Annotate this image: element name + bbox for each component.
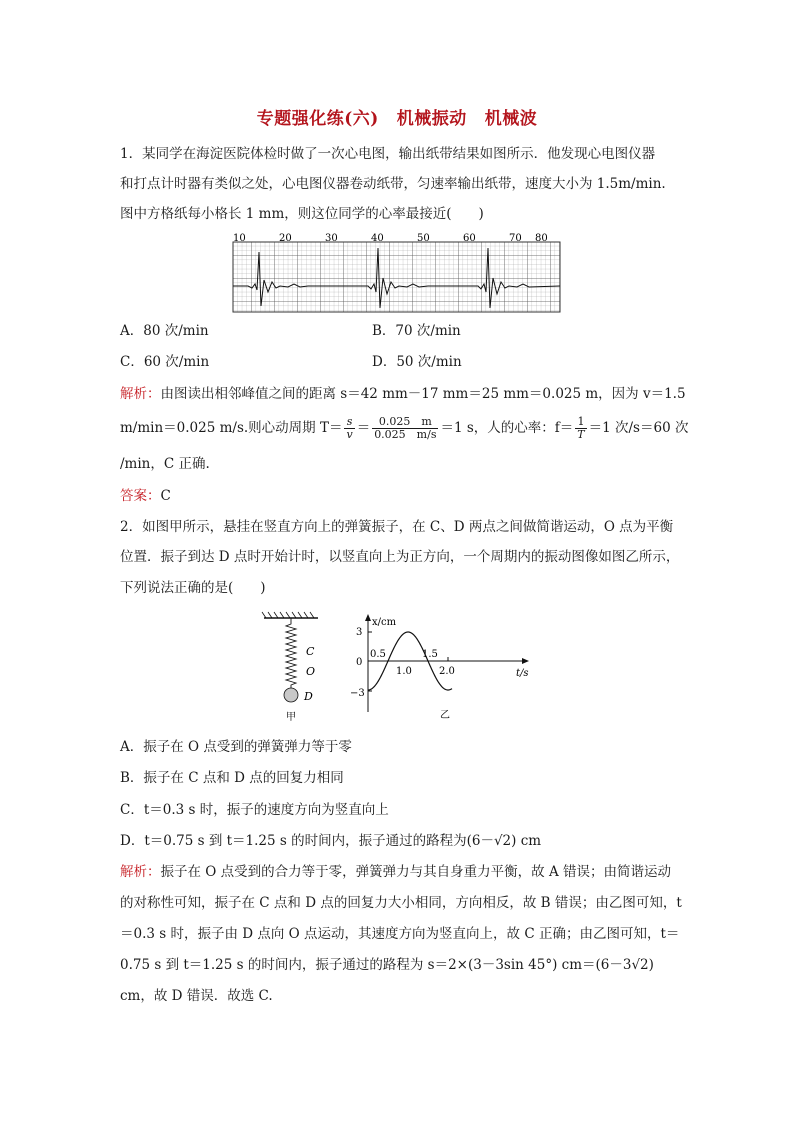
- q2-analysis-line4: 0.75 s 到 t＝1.25 s 的时间内，振子通过的路程为 s＝2×(3－3sin 45°) cm＝(6－3√2): [120, 957, 654, 973]
- q1-stem-line3: 图中方格纸每小格长 1 mm，则这位同学的心率最接近( ): [120, 206, 484, 222]
- q1-option-c[interactable]: C．60 次/min: [120, 354, 210, 370]
- ecg-tick: 60: [463, 233, 476, 244]
- ecg-tick: 70: [509, 233, 522, 244]
- t-label-2.0: 2.0: [439, 666, 455, 677]
- y-tick-top: 3: [356, 627, 363, 638]
- label-d: D: [304, 690, 313, 703]
- q2-analysis-line5: cm，故 D 错误．故选 C.: [120, 988, 273, 1004]
- ecg-figure: [228, 232, 563, 314]
- ecg-tick: 10: [233, 233, 246, 244]
- q1-answer-value: C: [160, 488, 171, 504]
- ecg-tick: 50: [417, 233, 430, 244]
- q1-option-d[interactable]: D．50 次/min: [372, 354, 462, 370]
- q2-analysis-line2: 的对称性可知，振子在 C 点和 D 点的回复力大小相同，方向相反，故 B 错误；由乙图可知，t: [120, 895, 682, 911]
- q1-answer: [120, 486, 680, 506]
- q2-option-b[interactable]: B．振子在 C 点和 D 点的回复力相同: [120, 770, 344, 786]
- spring-coil: [286, 618, 296, 688]
- q2-stem-line2: 位置．振子到达 D 点时开始计时，以竖直向上为正方向，一个周期内的振动图像如图乙所示，: [120, 549, 680, 565]
- q1-analysis-line1: [120, 384, 686, 404]
- q1-analysis-line3: /min，C 正确.: [120, 456, 210, 472]
- y-tick-zero: 0: [356, 657, 363, 668]
- spring-oscillator-figure: [258, 608, 338, 723]
- q1-analysis-text1: 由图读出相邻峰值之间的距离 s＝42 mm－17 mm＝25 mm＝0.025 m，因为 v＝1.5: [160, 386, 686, 402]
- q2-stem-line1: 2．如图甲所示，悬挂在竖直方向上的弹簧振子，在 C、D 两点之间做简谐运动，O 点为平衡: [120, 519, 674, 535]
- fraction-num: 1: [575, 416, 586, 429]
- title-sub1: 机械振动: [396, 109, 467, 129]
- q2-analysis-line1: [120, 862, 680, 882]
- title-sub2: 机械波: [484, 109, 538, 129]
- q1-analysis-line2: m/min＝0.025 m/s.则心动周期 T＝ $\frac{s}{v}$ ＝ $\frac{0.025 m}{0.025 m/s}$ ＝1 s，人的心率：f＝ $\frac{1}{T}$ ＝1 次/s＝60 次: [120, 415, 689, 441]
- q1-answer-label: 答案：: [120, 488, 161, 504]
- fraction-den: 0.025 m/s: [374, 428, 437, 441]
- fraction-s-over-v: [344, 416, 354, 441]
- ecg-tick: 30: [325, 233, 338, 244]
- label-o: O: [306, 665, 316, 678]
- ceiling-hatch: [262, 612, 314, 618]
- x-axis-label: t/s: [516, 668, 529, 679]
- fraction-values: [372, 416, 438, 441]
- fraction-num: s: [344, 416, 354, 429]
- y-axis-label: x/cm: [372, 617, 397, 628]
- label-jia: 甲: [286, 712, 296, 723]
- ecg-tick: 40: [371, 233, 384, 244]
- page-title: [0, 104, 794, 129]
- q2-analysis-text1: 振子在 O 点受到的合力等于零，弹簧弹力与其自身重力平衡，故 A 错误；由简谐运动: [160, 864, 671, 880]
- q1-analysis-text2a: m/min＝0.025 m/s.则心动周期 T＝: [120, 420, 343, 436]
- fraction-num: 0.025 m: [372, 416, 438, 429]
- label-c: C: [306, 645, 315, 658]
- q1-analysis-text2c: ＝1 次/s＝60 次: [588, 420, 689, 436]
- x-axis-arrow: [522, 658, 529, 664]
- t-label-0.5: 0.5: [370, 649, 386, 660]
- q1-option-a[interactable]: A．80 次/min: [120, 323, 209, 339]
- vibration-graph: [350, 612, 535, 724]
- q2-stem-line3: 下列说法正确的是( ): [120, 580, 266, 596]
- y-axis-arrow: [365, 614, 371, 621]
- oscillator-ball: [284, 688, 298, 702]
- fraction-one-over-t: [575, 416, 586, 441]
- title-main: 专题强化练(六): [256, 109, 379, 129]
- q1-stem-line1: 1．某同学在海淀医院体检时做了一次心电图，输出纸带结果如图所示．他发现心电图仪器: [120, 146, 656, 162]
- t-label-1.5: 1.5: [422, 649, 438, 660]
- q1-option-b[interactable]: B．70 次/min: [372, 323, 461, 339]
- q1-stem-line2: 和打点计时器有类似之处，心电图仪器卷动纸带，匀速率输出纸带，速度大小为 1.5m/min.: [120, 176, 666, 192]
- ecg-tick: 80: [535, 233, 548, 244]
- fraction-den: v: [346, 428, 353, 441]
- ecg-grid: [233, 242, 560, 312]
- q1-analysis-text2b: ＝1 s，人的心率：f＝: [440, 420, 574, 436]
- q2-option-a[interactable]: A．振子在 O 点受到的弹簧弹力等于零: [120, 739, 352, 755]
- y-tick-bottom: −3: [350, 688, 365, 699]
- fraction-den: T: [577, 428, 585, 441]
- q2-analysis-label: 解析：: [120, 864, 161, 880]
- ecg-tick: 20: [279, 233, 292, 244]
- label-yi: 乙: [440, 710, 450, 721]
- t-label-1.0: 1.0: [396, 666, 412, 677]
- q2-option-c[interactable]: C．t＝0.3 s 时，振子的速度方向为竖直向上: [120, 802, 389, 818]
- q2-analysis-line3: ＝0.3 s 时，振子由 D 点向 O 点运动，其速度方向为竖直向上，故 C 正确；由乙图可知，t＝: [120, 926, 680, 942]
- q1-analysis-label: 解析：: [120, 386, 161, 402]
- q2-option-d[interactable]: D．t＝0.75 s 到 t＝1.25 s 的时间内，振子通过的路程为(6－√2) cm: [120, 833, 542, 849]
